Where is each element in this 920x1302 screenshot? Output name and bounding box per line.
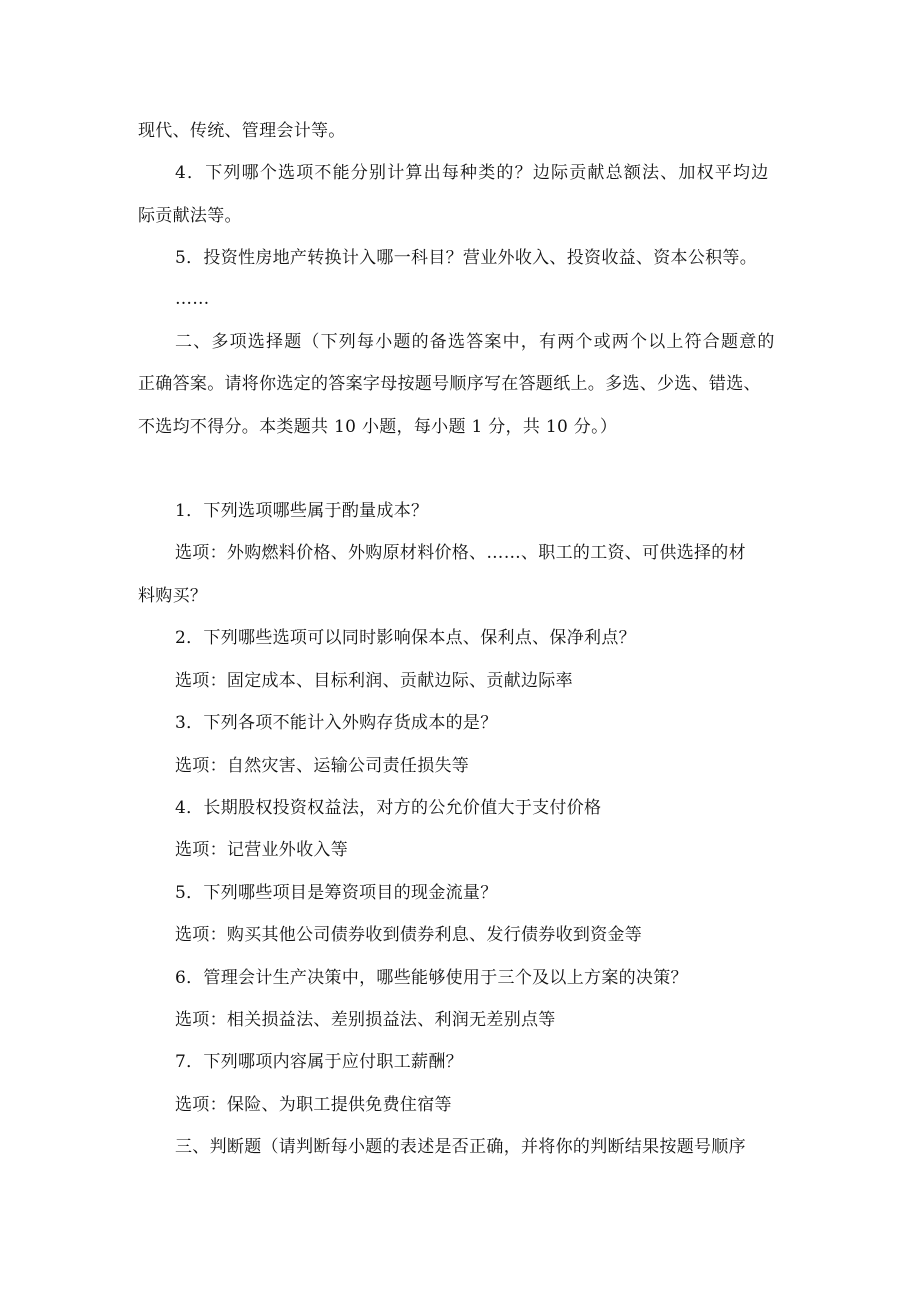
options-7: 选项：保险、为职工提供免费住宿等 [175, 1095, 452, 1115]
question-4: 4．长期股权投资权益法，对方的公允价值大于支付价格 [175, 798, 602, 818]
options-1: 选项：外购燃料价格、外购原材料价格、……、职工的工资、可供选择的材 [175, 543, 746, 563]
options-6: 选项：相关损益法、差别损益法、利润无差别点等 [175, 1010, 556, 1030]
ellipsis: …… [175, 289, 210, 309]
section-instructions: 不选均不得分。本类题共 10 小题，每小题 1 分，共 10 分。） [138, 417, 618, 437]
text-line: 现代、传统、管理会计等。 [138, 121, 346, 141]
question-3: 3．下列各项不能计入外购存货成本的是？ [175, 713, 498, 733]
question-7: 7．下列哪项内容属于应付职工薪酬？ [175, 1052, 463, 1072]
section-heading-true-false: 三、判断题（请判断每小题的表述是否正确，并将你的判断结果按题号顺序 [175, 1137, 746, 1157]
question-4: 4．下列哪个选项不能分别计算出每种类的？边际贡献总额法、加权平均边 [175, 163, 770, 183]
options-3: 选项：自然灾害、运输公司责任损失等 [175, 756, 470, 776]
text-line: 际贡献法等。 [138, 206, 242, 226]
question-5: 5．下列哪些项目是筹资项目的现金流量？ [175, 883, 498, 903]
section-instructions: 正确答案。请将你选定的答案字母按题号顺序写在答题纸上。多选、少选、错选、 [138, 374, 761, 394]
options-2: 选项：固定成本、目标利润、贡献边际、贡献边际率 [175, 671, 573, 691]
question-1: 1．下列选项哪些属于酌量成本？ [175, 501, 429, 521]
options-1-continued: 料购买？ [138, 586, 208, 606]
question-6: 6．管理会计生产决策中，哪些能够使用于三个及以上方案的决策？ [175, 968, 688, 988]
section-heading-multiple-choice: 二、多项选择题（下列每小题的备选答案中，有两个或两个以上符合题意的 [175, 332, 776, 352]
question-2: 2．下列哪些选项可以同时影响保本点、保利点、保净利点？ [175, 628, 636, 648]
options-5: 选项：购买其他公司债券收到债券利息、发行债券收到资金等 [175, 925, 643, 945]
question-5: 5．投资性房地产转换计入哪一科目？营业外收入、投资收益、资本公积等。 [175, 248, 758, 268]
options-4: 选项：记营业外收入等 [175, 840, 348, 860]
